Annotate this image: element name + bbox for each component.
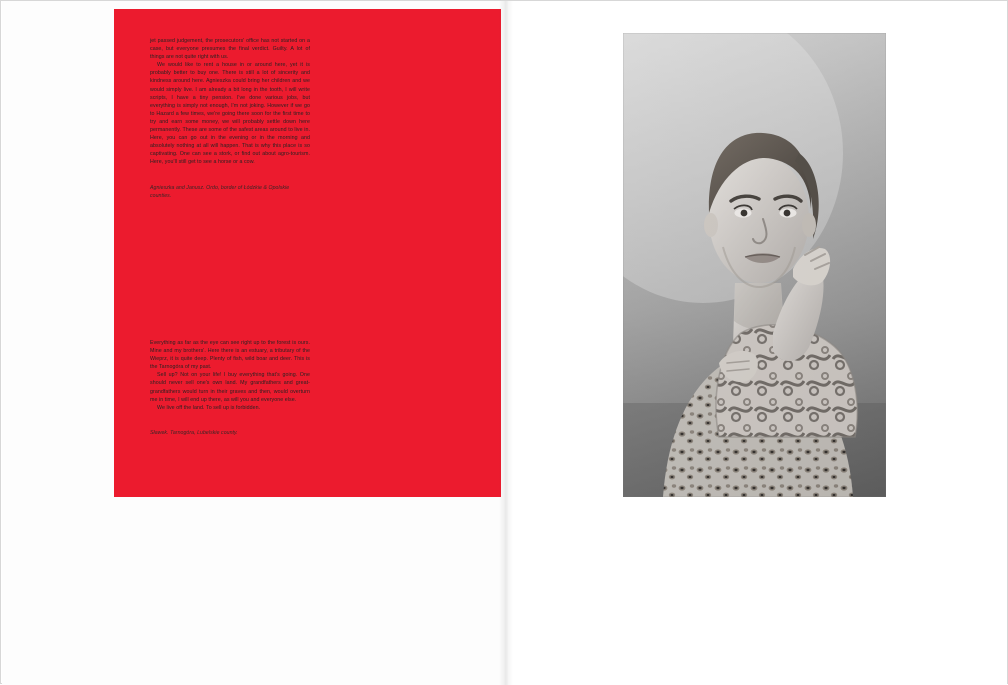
testimony-two-paragraph-3: We live off the land. To sell up is forbidden. (157, 404, 261, 411)
testimony-two-paragraph-2: Sell up? Not on your life! I buy everything that's going. One should never sell one's own land. My grandfathers and great-grandfathers would turn in their graves and then, would overturn me in time, I will end up there, as will you and everyone else. (150, 372, 310, 403)
testimony-one-signature: Agnieszka and Janusz. Ordo, border of Łódzkie & Opolskie counties. (150, 184, 290, 199)
testimony-two-paragraph-1: Everything as far as the eye can see right up to the forest is ours. Mine and my brothers'. Here there is an estuary, a tributary of the Wieprz, it is quite deep. Plenty of fish, wild boar and deer. This is the Tarnogóra of my past. (150, 340, 310, 371)
portrait-photograph (623, 33, 886, 497)
testimony-one-paragraph-1: jet passed judgement, the prosecutors' office has not started on a case, but everyone presumes the final verdict. Guilty. A lot of things are not quite right with us. (150, 38, 310, 61)
testimony-two-signature: Sławek. Tarnogóra, Lubelskie county. (150, 429, 238, 436)
testimony-one-paragraph-2: We would like to rent a house in or around here, yet it is probably better to buy one. There is still a lot of sincerity and kindness around here. Agnieszka could bring her children and we would simply live. I am already a bit long in the tooth, I will write scripts, I have a tiny pension. I've done various jobs, but everything is simply not enough, I'm not joking. However if we go to Hazard a few times, we're going there soon for the first time to try and earn some money, we will probably settle down here permanently. These are some of the safest areas around to live in. Here, you can go out in the evening or in the morning and absolutely nothing at all will happen. That is why this place is so captivating. One can see a stork, or find out about agro-tourism. Here, you'll still get to see a horse or a cow. (150, 62, 310, 166)
red-text-page (114, 9, 501, 497)
testimony-one-block (150, 37, 310, 200)
testimony-two-block (150, 339, 310, 437)
